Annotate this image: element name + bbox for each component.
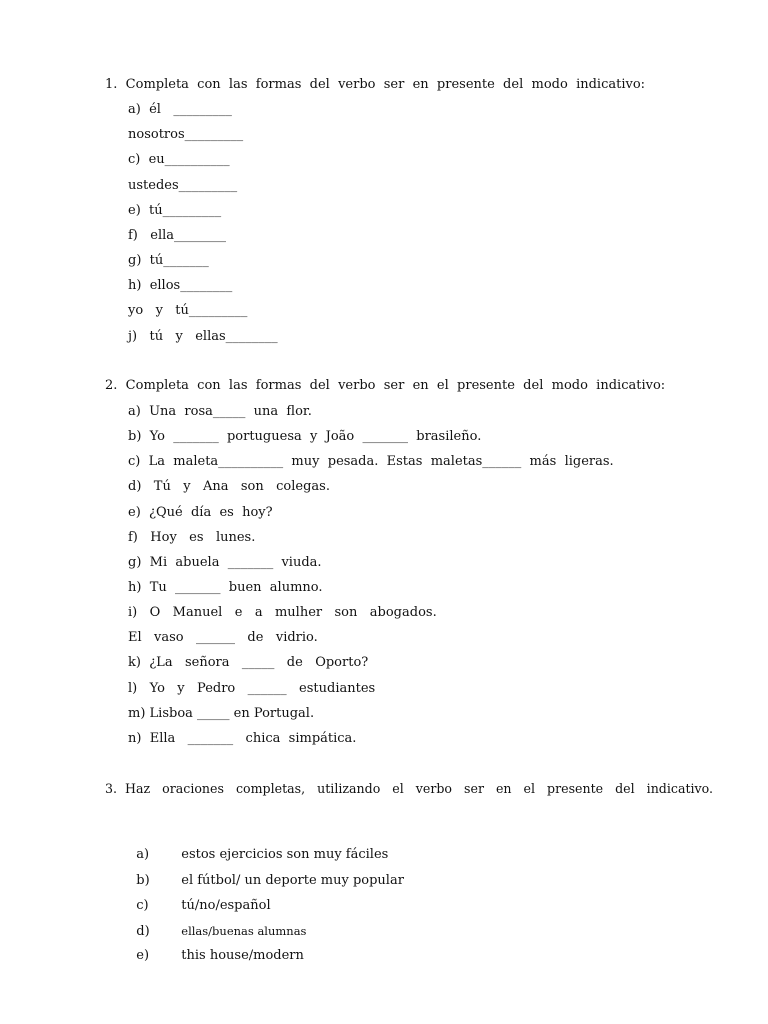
exercise-1-item: j) tú y ellas________ xyxy=(128,329,278,344)
exercise-2-item: l) Yo y Pedro ______ estudiantes xyxy=(128,681,376,696)
exercise-1-item: yo y tú_________ xyxy=(128,303,248,318)
exercise-2-item: k) ¿La señora _____ de Oporto? xyxy=(128,655,369,670)
exercise-1-item: e) tú_________ xyxy=(128,203,222,218)
exercise-3-item xyxy=(128,932,304,964)
exercise-1-item: g) tú_______ xyxy=(128,253,209,268)
exercise-1-heading: 1. Completa con las formas del verbo ser en presente del modo indicativo: xyxy=(105,77,646,92)
exercise-2-item: n) Ella _______ chica simpática. xyxy=(128,731,357,746)
exercise-1-item: nosotros_________ xyxy=(128,127,244,142)
exercise-1-item: h) ellos________ xyxy=(128,278,233,293)
exercise-3-item-label: a) xyxy=(136,847,150,862)
exercise-2-heading: 2. Completa con las formas del verbo ser en el presente del modo indicativo: xyxy=(105,378,666,393)
exercise-1-item: a) él _________ xyxy=(128,102,232,117)
exercise-2-item: e) ¿Qué día es hoy? xyxy=(128,505,273,520)
exercise-3-heading: 3. Haz oraciones completas, utilizando el verbo ser en el presente del indicativo. xyxy=(105,781,714,796)
exercise-3-item-label: c) xyxy=(136,898,149,913)
exercise-3-item-text: this house/modern xyxy=(181,948,304,963)
exercise-2-item: a) Una rosa_____ una flor. xyxy=(128,404,312,419)
exercise-2-item: f) Hoy es lunes. xyxy=(128,530,256,545)
exercise-2-item: d) Tú y Ana son colegas. xyxy=(128,479,330,494)
exercise-1-item: c) eu__________ xyxy=(128,152,230,167)
exercise-3-item-label: e) xyxy=(136,948,150,963)
exercise-3-item-text: estos ejercicios son muy fáciles xyxy=(181,847,389,862)
exercise-2-item: i) O Manuel e a mulher son abogados. xyxy=(128,605,437,620)
exercise-3-item-label: b) xyxy=(136,873,150,888)
exercise-1-item: f) ella________ xyxy=(128,228,227,243)
exercise-3-item-text: ellas/buenas alumnas xyxy=(181,924,307,938)
exercise-2-item: El vaso ______ de vidrio. xyxy=(128,630,318,645)
exercise-2-item: c) La maleta__________ muy pesada. Estas maletas______ más ligeras. xyxy=(128,454,614,469)
exercise-2-item: m) Lisboa _____ en Portugal. xyxy=(128,706,315,721)
exercise-2-item: h) Tu _______ buen alumno. xyxy=(128,580,323,595)
exercise-3-item-label: d) xyxy=(136,924,150,939)
exercise-3-item-text: el fútbol/ un deporte muy popular xyxy=(181,873,404,888)
exercise-1-item: ustedes_________ xyxy=(128,178,238,193)
exercise-3-item-text: tú/no/español xyxy=(181,898,271,913)
exercise-2-item: b) Yo _______ portuguesa y João _______ brasileño. xyxy=(128,429,482,444)
exercise-2-item: g) Mi abuela _______ viuda. xyxy=(128,555,322,570)
